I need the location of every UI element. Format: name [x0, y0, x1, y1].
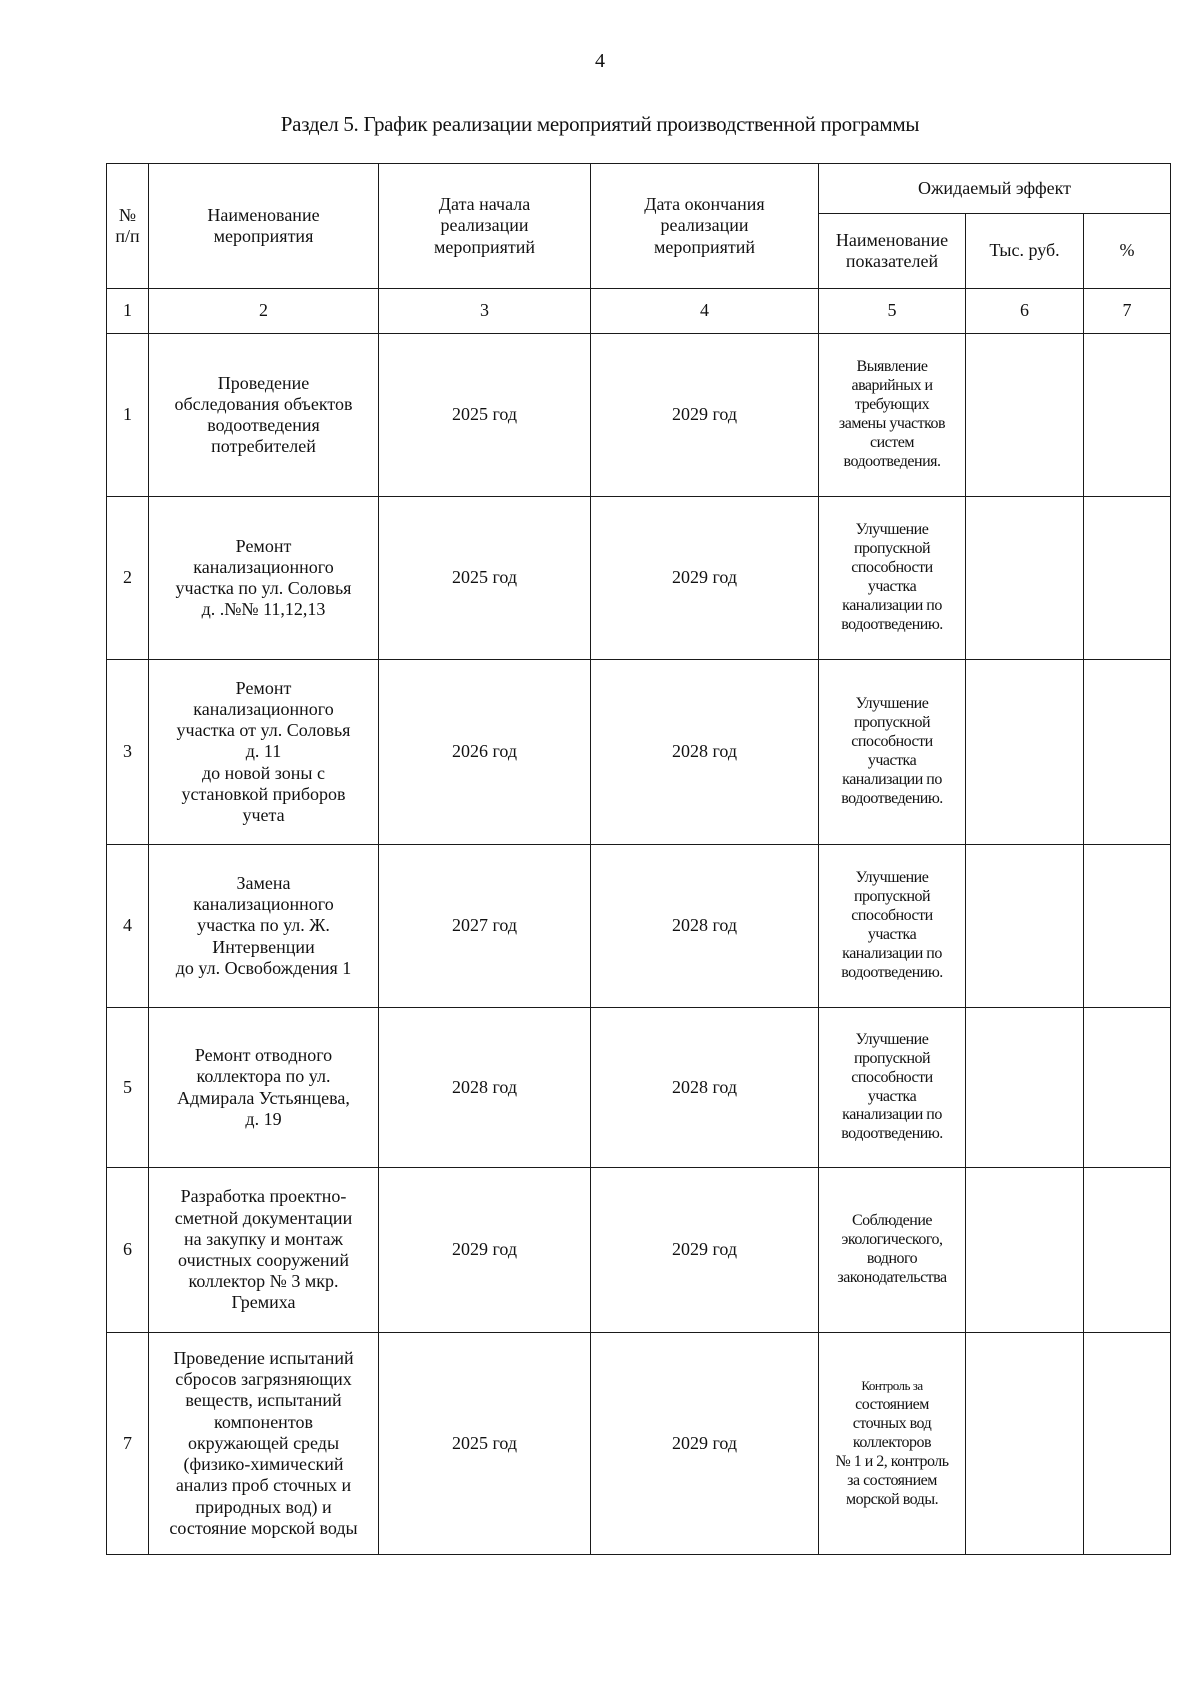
row-activity-name: Ремонт канализационного участка от ул. Соловья д. 11 до новой зоны с установкой приборов учета — [149, 660, 379, 845]
row-percent — [1084, 1008, 1171, 1168]
row-end-date: 2029 год — [591, 1168, 819, 1333]
column-number: 1 — [107, 289, 149, 334]
row-activity-name: Проведение испытаний сбросов загрязняющих веществ, испытаний компонентов окружающей среды (физико-химический анализ проб сточных и природных вод) и состояние морской воды — [149, 1333, 379, 1555]
page-number: 4 — [595, 50, 605, 72]
row-indicator: Соблюдение экологического, водного законодательства — [819, 1168, 966, 1333]
row-start-date: 2026 год — [379, 660, 591, 845]
header-thousand-rub: Тыс. руб. — [966, 214, 1084, 289]
header-name: Наименование мероприятия — [149, 164, 379, 289]
row-indicator — [819, 1333, 966, 1555]
row-start-date: 2025 год — [379, 334, 591, 497]
row-end-date: 2029 год — [591, 497, 819, 660]
table-row — [107, 1168, 1171, 1333]
row-indicator: Улучшение пропускной способности участка канализации по водоотведению. — [819, 845, 966, 1008]
header-indicators: Наименование показателей — [819, 214, 966, 289]
schedule-table — [106, 163, 1171, 1555]
row-thousand-rub — [966, 1333, 1084, 1555]
row-indicator: Улучшение пропускной способности участка канализации по водоотведению. — [819, 497, 966, 660]
row-end-date: 2028 год — [591, 845, 819, 1008]
row-activity-name: Разработка проектно- сметной документации на закупку и монтаж очистных сооружений коллектор № 3 мкр. Гремиха — [149, 1168, 379, 1333]
section-title: Раздел 5. График реализации мероприятий производственной программы — [280, 112, 920, 136]
row-thousand-rub — [966, 334, 1084, 497]
row-thousand-rub — [966, 1008, 1084, 1168]
header-expected-effect: Ожидаемый эффект — [819, 164, 1171, 214]
header-end-date: Дата окончания реализации мероприятий — [591, 164, 819, 289]
column-number: 3 — [379, 289, 591, 334]
row-thousand-rub — [966, 660, 1084, 845]
row-start-date: 2025 год — [379, 497, 591, 660]
table-row — [107, 497, 1171, 660]
row-num: 5 — [107, 1008, 149, 1168]
row-num: 4 — [107, 845, 149, 1008]
column-number: 6 — [966, 289, 1084, 334]
column-number: 4 — [591, 289, 819, 334]
row-num: 3 — [107, 660, 149, 845]
row-num: 1 — [107, 334, 149, 497]
row-activity-name: Замена канализационного участка по ул. Ж. Интервенции до ул. Освобождения 1 — [149, 845, 379, 1008]
column-number: 5 — [819, 289, 966, 334]
row-num: 2 — [107, 497, 149, 660]
table-row — [107, 1333, 1171, 1555]
row-indicator-first-line: Контроль за — [861, 1378, 923, 1394]
table-row — [107, 660, 1171, 845]
table-row — [107, 1008, 1171, 1168]
row-thousand-rub — [966, 497, 1084, 660]
row-percent — [1084, 497, 1171, 660]
row-percent — [1084, 845, 1171, 1008]
row-indicator-rest: состоянием сточных вод коллекторов № 1 и 2, контроль за состоянием морской воды. — [835, 1396, 949, 1508]
table-row — [107, 334, 1171, 497]
row-start-date: 2029 год — [379, 1168, 591, 1333]
table-row — [107, 845, 1171, 1008]
row-start-date: 2025 год — [379, 1333, 591, 1555]
row-activity-name: Ремонт отводного коллектора по ул. Адмирала Устьянцева, д. 19 — [149, 1008, 379, 1168]
row-percent — [1084, 660, 1171, 845]
row-start-date: 2027 год — [379, 845, 591, 1008]
row-indicator: Улучшение пропускной способности участка канализации по водоотведению. — [819, 1008, 966, 1168]
row-percent — [1084, 1168, 1171, 1333]
row-activity-name: Проведение обследования объектов водоотведения потребителей — [149, 334, 379, 497]
column-numbers-row — [107, 289, 1171, 334]
row-end-date: 2028 год — [591, 660, 819, 845]
header-num: № п/п — [107, 164, 149, 289]
column-number: 7 — [1084, 289, 1171, 334]
row-end-date: 2029 год — [591, 1333, 819, 1555]
row-activity-name: Ремонт канализационного участка по ул. Соловья д. .№№ 11,12,13 — [149, 497, 379, 660]
row-percent — [1084, 334, 1171, 497]
row-start-date: 2028 год — [379, 1008, 591, 1168]
header-start-date: Дата начала реализации мероприятий — [379, 164, 591, 289]
row-end-date: 2029 год — [591, 334, 819, 497]
row-num: 7 — [107, 1333, 149, 1555]
row-percent — [1084, 1333, 1171, 1555]
column-number: 2 — [149, 289, 379, 334]
row-indicator: Выявление аварийных и требующих замены участков систем водоотведения. — [819, 334, 966, 497]
row-num: 6 — [107, 1168, 149, 1333]
header-percent: % — [1084, 214, 1171, 289]
row-thousand-rub — [966, 845, 1084, 1008]
row-indicator: Улучшение пропускной способности участка канализации по водоотведению. — [819, 660, 966, 845]
row-thousand-rub — [966, 1168, 1084, 1333]
row-end-date: 2028 год — [591, 1008, 819, 1168]
